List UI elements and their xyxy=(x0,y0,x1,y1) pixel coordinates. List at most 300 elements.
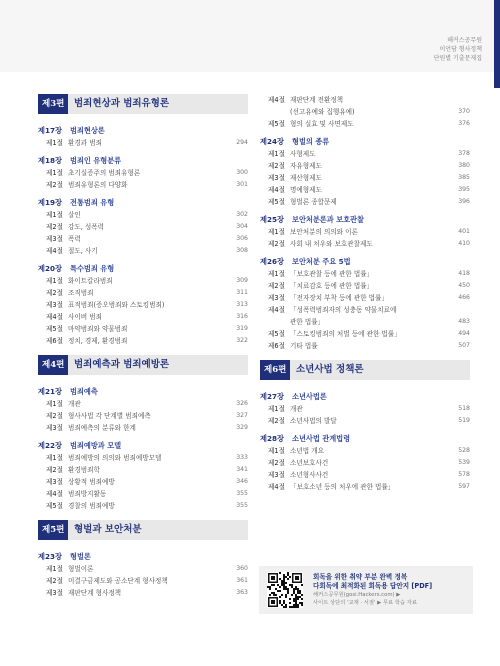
section-title-line: 조직범죄 xyxy=(68,289,94,297)
section-number: 제1절 xyxy=(46,211,63,219)
section-title xyxy=(290,457,448,469)
qr-module xyxy=(287,590,289,592)
section-number: 제1절 xyxy=(268,150,285,158)
section-number: 제5절 xyxy=(268,120,285,128)
qr-module xyxy=(295,586,297,588)
qr-module xyxy=(273,592,275,594)
qr-module xyxy=(283,574,285,576)
part-header xyxy=(38,94,248,114)
section-title xyxy=(68,587,226,599)
section-page-number: 333 xyxy=(236,454,248,461)
section-entry[interactable] xyxy=(38,137,248,149)
section-page-number: 360 xyxy=(236,565,248,572)
section-page-number: 518 xyxy=(458,405,470,412)
section-number: 제3절 xyxy=(268,471,285,479)
section-number: 제3절 xyxy=(268,294,285,302)
chapter-heading[interactable] xyxy=(260,255,470,268)
section-page-number: 294 xyxy=(236,139,248,146)
section-number: 제5절 xyxy=(268,198,285,206)
section-title-line: 경찰의 범죄예방 xyxy=(68,502,115,510)
section-number: 제3절 xyxy=(46,589,63,597)
section-entry[interactable] xyxy=(38,587,248,599)
section-title xyxy=(68,500,226,512)
qr-module xyxy=(293,598,295,600)
section-title-line: 「전자장치 부착 등에 관한 법률」 xyxy=(290,294,389,302)
qr-module xyxy=(283,588,285,590)
promo-site-link[interactable]: 해커스공무원(gosi.Hackers.com) ▶ xyxy=(313,592,401,598)
qr-module xyxy=(297,606,299,608)
section-entry[interactable] xyxy=(38,311,248,323)
section-page-number: 313 xyxy=(236,301,248,308)
part-number: 제6편 xyxy=(260,360,290,380)
section-title xyxy=(290,280,448,292)
section-entry[interactable] xyxy=(38,287,248,299)
qr-module xyxy=(271,576,275,580)
section-page-number: 528 xyxy=(458,447,470,454)
qr-module xyxy=(279,590,281,592)
part-header xyxy=(260,360,470,380)
section-page-number: 319 xyxy=(236,325,248,332)
section-number: 제2절 xyxy=(46,577,63,585)
section-title xyxy=(290,148,448,160)
qr-module xyxy=(299,602,301,604)
section-title-line: 환경과 범죄 xyxy=(68,139,102,147)
qr-module xyxy=(269,594,271,596)
part-number: 제5편 xyxy=(38,520,68,540)
section-title-line: 사이버 범죄 xyxy=(68,313,102,321)
qr-module xyxy=(279,586,281,588)
section-page-number: 322 xyxy=(236,337,248,344)
section-title-line: 표적범죄(증오범죄와 스토킹범죄) xyxy=(68,301,165,309)
section-entry[interactable] xyxy=(260,415,470,427)
section-entry[interactable] xyxy=(260,148,470,160)
chapter-group xyxy=(260,94,470,130)
section-title-line: 「성폭력범죄자의 성충동 약물치료에 xyxy=(290,306,397,314)
section-entry[interactable] xyxy=(38,245,248,257)
qr-module xyxy=(287,592,289,594)
part-block xyxy=(38,94,248,347)
section-page-number: 311 xyxy=(236,289,248,296)
qr-module xyxy=(287,574,289,576)
chapter-title: 소년사법론 xyxy=(292,391,327,401)
section-number: 제1절 xyxy=(46,169,63,177)
section-title-line: 재판단계 형사정책 xyxy=(68,589,122,597)
book-title: 단원별 기출문제집 xyxy=(433,55,482,62)
section-title-line2: (선고유예와 집행유예) xyxy=(290,108,355,116)
qr-module xyxy=(279,596,281,598)
qr-module xyxy=(293,590,295,592)
part-title: 범죄예측과 범죄예방론 xyxy=(74,359,170,370)
section-entry[interactable] xyxy=(38,221,248,233)
section-entry[interactable] xyxy=(38,179,248,191)
chapter-title: 범죄현상론 xyxy=(70,125,105,135)
section-number: 제4절 xyxy=(46,490,63,498)
qr-module xyxy=(293,606,295,608)
chapter-heading[interactable] xyxy=(260,390,470,403)
section-title xyxy=(290,184,448,196)
chapter-group xyxy=(38,154,248,191)
section-number: 제1절 xyxy=(46,400,63,408)
chapter-heading[interactable] xyxy=(38,124,248,137)
qr-module xyxy=(295,576,299,580)
qr-module xyxy=(283,586,285,588)
section-title xyxy=(290,469,448,481)
section-title-line: 형의 실효 및 사면제도 xyxy=(290,120,354,128)
section-page-number: 363 xyxy=(236,589,248,596)
qr-module xyxy=(297,598,299,600)
section-number: 제2절 xyxy=(268,459,285,467)
section-entry[interactable] xyxy=(260,304,470,328)
section-page-number: 450 xyxy=(458,282,470,289)
section-title xyxy=(290,226,448,238)
section-title-line: 보안처분의 의의와 이론 xyxy=(290,228,358,236)
section-page-number: 304 xyxy=(236,223,248,230)
qr-module xyxy=(295,596,297,598)
section-title xyxy=(68,245,226,257)
qr-module xyxy=(283,602,285,604)
qr-module xyxy=(267,586,269,588)
qr-module xyxy=(301,594,303,596)
qr-module xyxy=(279,602,281,604)
section-title xyxy=(68,476,226,488)
section-page-number: 539 xyxy=(458,459,470,466)
section-page-number: 370 xyxy=(458,108,470,115)
chapter-heading[interactable] xyxy=(38,196,248,209)
section-number: 제1절 xyxy=(46,139,63,147)
section-number: 제3절 xyxy=(268,174,285,182)
section-title-line: 범죄예측의 분류와 한계 xyxy=(68,424,136,432)
chapter-number: 제17장 xyxy=(38,125,62,135)
part-block xyxy=(260,360,470,493)
qr-module xyxy=(281,594,283,596)
section-title xyxy=(68,422,226,434)
section-entry[interactable] xyxy=(260,481,470,493)
section-page-number: 302 xyxy=(236,211,248,218)
section-title-line: 기타 법률 xyxy=(290,342,318,350)
section-page-number: 306 xyxy=(236,235,248,242)
section-title-line: 자유형제도 xyxy=(290,162,322,170)
section-page-number: 346 xyxy=(236,478,248,485)
part-title: 소년사법 정책론 xyxy=(296,364,364,375)
section-title xyxy=(68,323,226,335)
section-title-line: 「보호관찰 등에 관한 법률」 xyxy=(290,270,374,278)
section-title xyxy=(68,299,226,311)
promo-headline: 회독을 위한 취약 부분 완벽 정복 xyxy=(313,573,408,581)
qr-code[interactable] xyxy=(267,572,303,608)
section-entry[interactable] xyxy=(38,488,248,500)
part-header xyxy=(38,355,248,375)
qr-module xyxy=(283,576,285,578)
chapter-group xyxy=(260,255,470,352)
part-title: 형벌과 보안처분 xyxy=(74,524,142,535)
qr-module xyxy=(275,588,277,590)
section-title-line: 「보호소년 등의 처우에 관한 법률」 xyxy=(290,483,395,491)
section-title-line: 범죄예방의 의의와 범죄예방모델 xyxy=(68,454,162,462)
section-entry[interactable] xyxy=(260,340,470,352)
section-number: 제3절 xyxy=(46,235,63,243)
section-entry[interactable] xyxy=(38,410,248,422)
section-title xyxy=(68,167,226,179)
chapter-title: 보안처분 주요 5법 xyxy=(292,256,351,266)
section-title-line: 범죄유형론의 다양화 xyxy=(68,181,128,189)
chapter-title: 형벌의 종류 xyxy=(292,136,330,146)
section-entry[interactable] xyxy=(38,476,248,488)
section-title xyxy=(68,209,226,221)
qr-module xyxy=(295,594,297,596)
section-title-line: 소년사법의 발달 xyxy=(290,417,337,425)
section-entry[interactable] xyxy=(260,268,470,280)
qr-module xyxy=(291,586,293,588)
section-page-number: 376 xyxy=(458,120,470,127)
section-entry[interactable] xyxy=(38,464,248,476)
qr-module xyxy=(301,604,303,606)
section-title-line: 상황적 범죄예방 xyxy=(68,478,115,486)
qr-module xyxy=(295,598,297,600)
section-entry[interactable] xyxy=(38,452,248,464)
section-title xyxy=(290,94,448,118)
qr-module xyxy=(299,592,301,594)
section-title-line: 재산형제도 xyxy=(290,174,322,182)
section-title-line: 폭력 xyxy=(68,235,81,243)
section-entry[interactable] xyxy=(38,575,248,587)
chapter-number: 제27장 xyxy=(260,391,284,401)
section-title-line: 명예형제도 xyxy=(290,186,322,194)
promo-subheadline: 다회독에 최적화된 회독용 답안지 [PDF] xyxy=(313,582,433,590)
book-publisher: 해커스공무원 xyxy=(447,37,482,44)
section-entry[interactable] xyxy=(260,238,470,250)
section-number: 제1절 xyxy=(46,454,63,462)
section-entry[interactable] xyxy=(260,160,470,172)
section-title-line: 살인 xyxy=(68,211,81,219)
section-number: 제4절 xyxy=(46,247,63,255)
qr-module xyxy=(285,576,287,578)
qr-module xyxy=(291,594,293,596)
section-entry[interactable] xyxy=(260,328,470,340)
section-number: 제1절 xyxy=(268,405,285,413)
qr-module xyxy=(287,572,289,574)
part-number: 제4편 xyxy=(38,355,68,375)
chapter-heading[interactable] xyxy=(38,550,248,563)
qr-module xyxy=(285,606,287,608)
section-number: 제4절 xyxy=(268,96,285,104)
section-number: 제2절 xyxy=(46,466,63,474)
section-entry[interactable] xyxy=(260,196,470,208)
toc-right-column xyxy=(260,94,470,498)
section-title xyxy=(68,488,226,500)
chapter-group xyxy=(260,432,470,493)
section-page-number: 355 xyxy=(236,490,248,497)
chapter-number: 제26장 xyxy=(260,256,284,266)
section-number: 제2절 xyxy=(46,223,63,231)
qr-module xyxy=(297,596,299,598)
qr-module xyxy=(299,596,301,598)
header-accent xyxy=(494,0,500,88)
section-entry[interactable] xyxy=(260,403,470,415)
section-entry[interactable] xyxy=(38,209,248,221)
section-number: 제4절 xyxy=(268,306,285,314)
section-page-number: 316 xyxy=(236,313,248,320)
qr-module xyxy=(285,586,287,588)
section-title xyxy=(290,268,448,280)
section-title-line: 개관 xyxy=(290,405,303,413)
section-page-number: 329 xyxy=(236,424,248,431)
section-entry[interactable] xyxy=(38,233,248,245)
section-entry[interactable] xyxy=(38,323,248,335)
qr-module xyxy=(283,580,285,582)
section-entry[interactable] xyxy=(38,299,248,311)
chapter-title: 형벌론 xyxy=(70,551,91,561)
section-page-number: 507 xyxy=(458,342,470,349)
qr-module xyxy=(269,588,271,590)
qr-module xyxy=(279,600,281,602)
section-page-number: 418 xyxy=(458,270,470,277)
section-title xyxy=(68,464,226,476)
qr-module xyxy=(269,586,271,588)
header-bar xyxy=(0,0,500,72)
section-entry[interactable] xyxy=(260,469,470,481)
chapter-group xyxy=(38,550,248,599)
qr-module xyxy=(277,584,279,586)
qr-module xyxy=(297,588,299,590)
section-title-line: 사형제도 xyxy=(290,150,316,158)
section-entry[interactable] xyxy=(260,94,470,118)
qr-module xyxy=(283,578,285,580)
part-block xyxy=(38,520,248,599)
qr-module xyxy=(275,594,277,596)
section-title-line: 범죄방지활동 xyxy=(68,490,107,498)
part-header xyxy=(38,520,248,540)
chapter-group xyxy=(38,196,248,257)
section-page-number: 308 xyxy=(236,247,248,254)
section-title-line: 재판단계 전환정책 xyxy=(290,96,344,104)
section-title-line: 소년형사사건 xyxy=(290,471,329,479)
chapter-group xyxy=(38,385,248,434)
section-title-line: 미결구금제도와 공소단계 형사정책 xyxy=(68,577,168,585)
section-entry[interactable] xyxy=(260,457,470,469)
section-number: 제5절 xyxy=(46,502,63,510)
chapter-heading[interactable] xyxy=(260,213,470,226)
section-page-number: 578 xyxy=(458,471,470,478)
qr-module xyxy=(295,604,297,606)
section-entry[interactable] xyxy=(38,500,248,512)
section-number: 제4절 xyxy=(268,483,285,491)
section-number: 제3절 xyxy=(46,478,63,486)
section-page-number: 396 xyxy=(458,198,470,205)
section-title xyxy=(290,172,448,184)
section-entry[interactable] xyxy=(260,118,470,130)
section-title xyxy=(68,137,226,149)
chapter-heading[interactable] xyxy=(38,154,248,167)
chapter-heading[interactable] xyxy=(38,439,248,452)
chapter-number: 제19장 xyxy=(38,197,62,207)
section-number: 제1절 xyxy=(268,270,285,278)
section-page-number: 494 xyxy=(458,330,470,337)
section-entry[interactable] xyxy=(260,172,470,184)
chapter-heading[interactable] xyxy=(38,262,248,275)
section-entry[interactable] xyxy=(260,292,470,304)
section-title-line: 「치료감호 등에 관한 법률」 xyxy=(290,282,374,290)
section-number: 제1절 xyxy=(268,228,285,236)
section-title xyxy=(68,398,226,410)
chapter-heading[interactable] xyxy=(260,135,470,148)
chapter-number: 제18장 xyxy=(38,155,62,165)
section-title xyxy=(290,304,448,328)
chapter-heading[interactable] xyxy=(38,385,248,398)
section-number: 제3절 xyxy=(46,301,63,309)
chapter-group xyxy=(260,213,470,250)
section-page-number: 326 xyxy=(236,400,248,407)
chapter-group xyxy=(260,135,470,208)
qr-module xyxy=(279,578,281,580)
part-block xyxy=(38,355,248,512)
section-entry[interactable] xyxy=(38,167,248,179)
section-entry[interactable] xyxy=(38,275,248,287)
section-number: 제2절 xyxy=(268,282,285,290)
chapter-title: 특수범죄 유형 xyxy=(70,263,115,273)
part-block xyxy=(260,94,470,352)
section-entry[interactable] xyxy=(260,184,470,196)
section-title xyxy=(68,233,226,245)
qr-module xyxy=(283,584,285,586)
qr-module xyxy=(281,604,283,606)
section-number: 제1절 xyxy=(268,447,285,455)
part-title: 범죄현상과 범죄유형론 xyxy=(74,98,170,109)
section-number: 제1절 xyxy=(46,565,63,573)
section-page-number: 300 xyxy=(236,169,248,176)
chapter-title: 범죄예방과 모델 xyxy=(70,440,122,450)
qr-module xyxy=(289,606,291,608)
qr-module xyxy=(301,584,303,586)
section-entry[interactable] xyxy=(260,226,470,238)
section-page-number: 327 xyxy=(236,412,248,419)
chapter-group xyxy=(38,439,248,512)
section-number: 제2절 xyxy=(268,162,285,170)
section-page-number: 519 xyxy=(458,417,470,424)
chapter-number: 제24장 xyxy=(260,136,284,146)
qr-module xyxy=(271,600,275,604)
section-title xyxy=(290,292,448,304)
section-page-number: 597 xyxy=(458,483,470,490)
chapter-number: 제28장 xyxy=(260,433,284,443)
section-page-number: 309 xyxy=(236,277,248,284)
section-title xyxy=(290,196,448,208)
chapter-number: 제22장 xyxy=(38,440,62,450)
section-title-line: 사회 내 처우와 보호관찰제도 xyxy=(290,240,373,248)
section-title xyxy=(290,415,448,427)
section-entry[interactable] xyxy=(38,422,248,434)
section-entry[interactable] xyxy=(260,445,470,457)
chapter-heading[interactable] xyxy=(260,432,470,445)
qr-module xyxy=(287,578,289,580)
section-number: 제1절 xyxy=(46,277,63,285)
section-title xyxy=(68,563,226,575)
qr-module xyxy=(289,584,291,586)
section-entry[interactable] xyxy=(260,280,470,292)
section-title xyxy=(290,238,448,250)
section-number: 제6절 xyxy=(46,337,63,345)
section-page-number: 361 xyxy=(236,577,248,584)
section-entry[interactable] xyxy=(38,335,248,347)
qr-module xyxy=(273,584,275,586)
section-entry[interactable] xyxy=(38,398,248,410)
section-title xyxy=(68,221,226,233)
section-page-number: 410 xyxy=(458,240,470,247)
qr-module xyxy=(281,584,283,586)
section-entry[interactable] xyxy=(38,563,248,575)
qr-module xyxy=(301,598,303,600)
section-title xyxy=(290,481,448,493)
qr-module xyxy=(297,590,299,592)
